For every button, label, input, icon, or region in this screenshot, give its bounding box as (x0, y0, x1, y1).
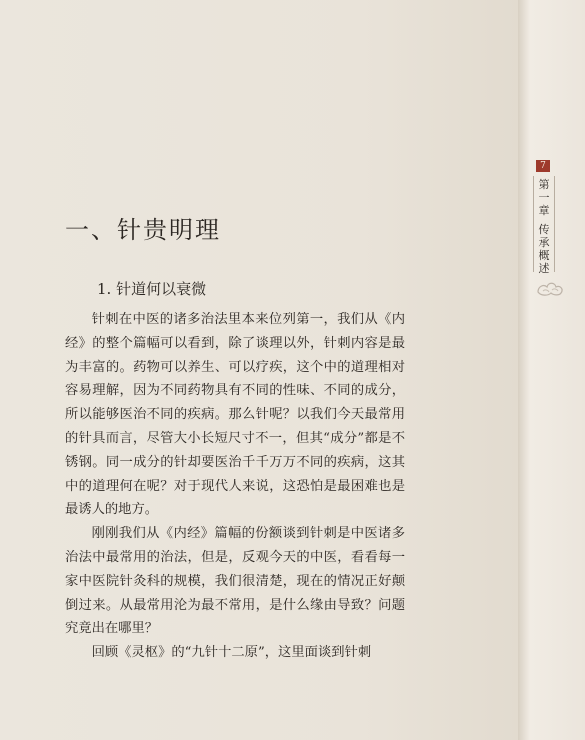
chapter-title-char: 传 (538, 223, 550, 236)
page-gutter (518, 0, 585, 740)
chapter-char: 第 (538, 178, 550, 191)
section-title: 一、针贵明理 (65, 216, 221, 244)
page-number: 7 (536, 160, 550, 172)
chapter-title-char: 承 (538, 236, 550, 249)
paragraph: 刚刚我们从《内经》篇幅的份额谈到针刺是中医诸多治法中最常用的治法，但是，反观今天的中医，看看每一家中医院针灸科的规模，我们很清楚，现在的情况正好颠倒过来。从最常用沦为最不常用，是什么缘由导致？问题究竟出在哪里？ (65, 526, 405, 637)
chapter-char: 章 (538, 204, 550, 217)
cloud-ornament-icon (535, 276, 565, 300)
chapter-running-head (537, 178, 551, 275)
chapter-char: 一 (538, 191, 550, 204)
body-text (65, 308, 405, 665)
chapter-title-char: 概 (538, 249, 550, 262)
paragraph: 针刺在中医的诸多治法里本来位列第一，我们从《内经》的整个篇幅可以看到，除了谈理以外，针刺内容是最为丰富的。药物可以养生、可以疗疾，这个中的道理相对容易理解，因为不同药物具有不同的性味、不同的成分，所以能够医治不同的疾病。那么针呢？以我们今天最常用的针具而言，尽管大小长短尺寸不一，但其“成分”都是不锈钢。同一成分的针却要医治千千万万不同的疾病，这其中的道理何在呢？对于现代人来说，这恐怕是最困难也是最诱人的地方。 (65, 312, 405, 518)
chapter-title-char: 述 (538, 262, 550, 275)
sidebar-rule (554, 176, 555, 272)
subsection-title: 1. 针道何以衰微 (97, 280, 207, 298)
paragraph: 回顾《灵枢》的“九针十二原”，这里面谈到针刺 (91, 645, 372, 661)
sidebar-rule (533, 176, 534, 272)
